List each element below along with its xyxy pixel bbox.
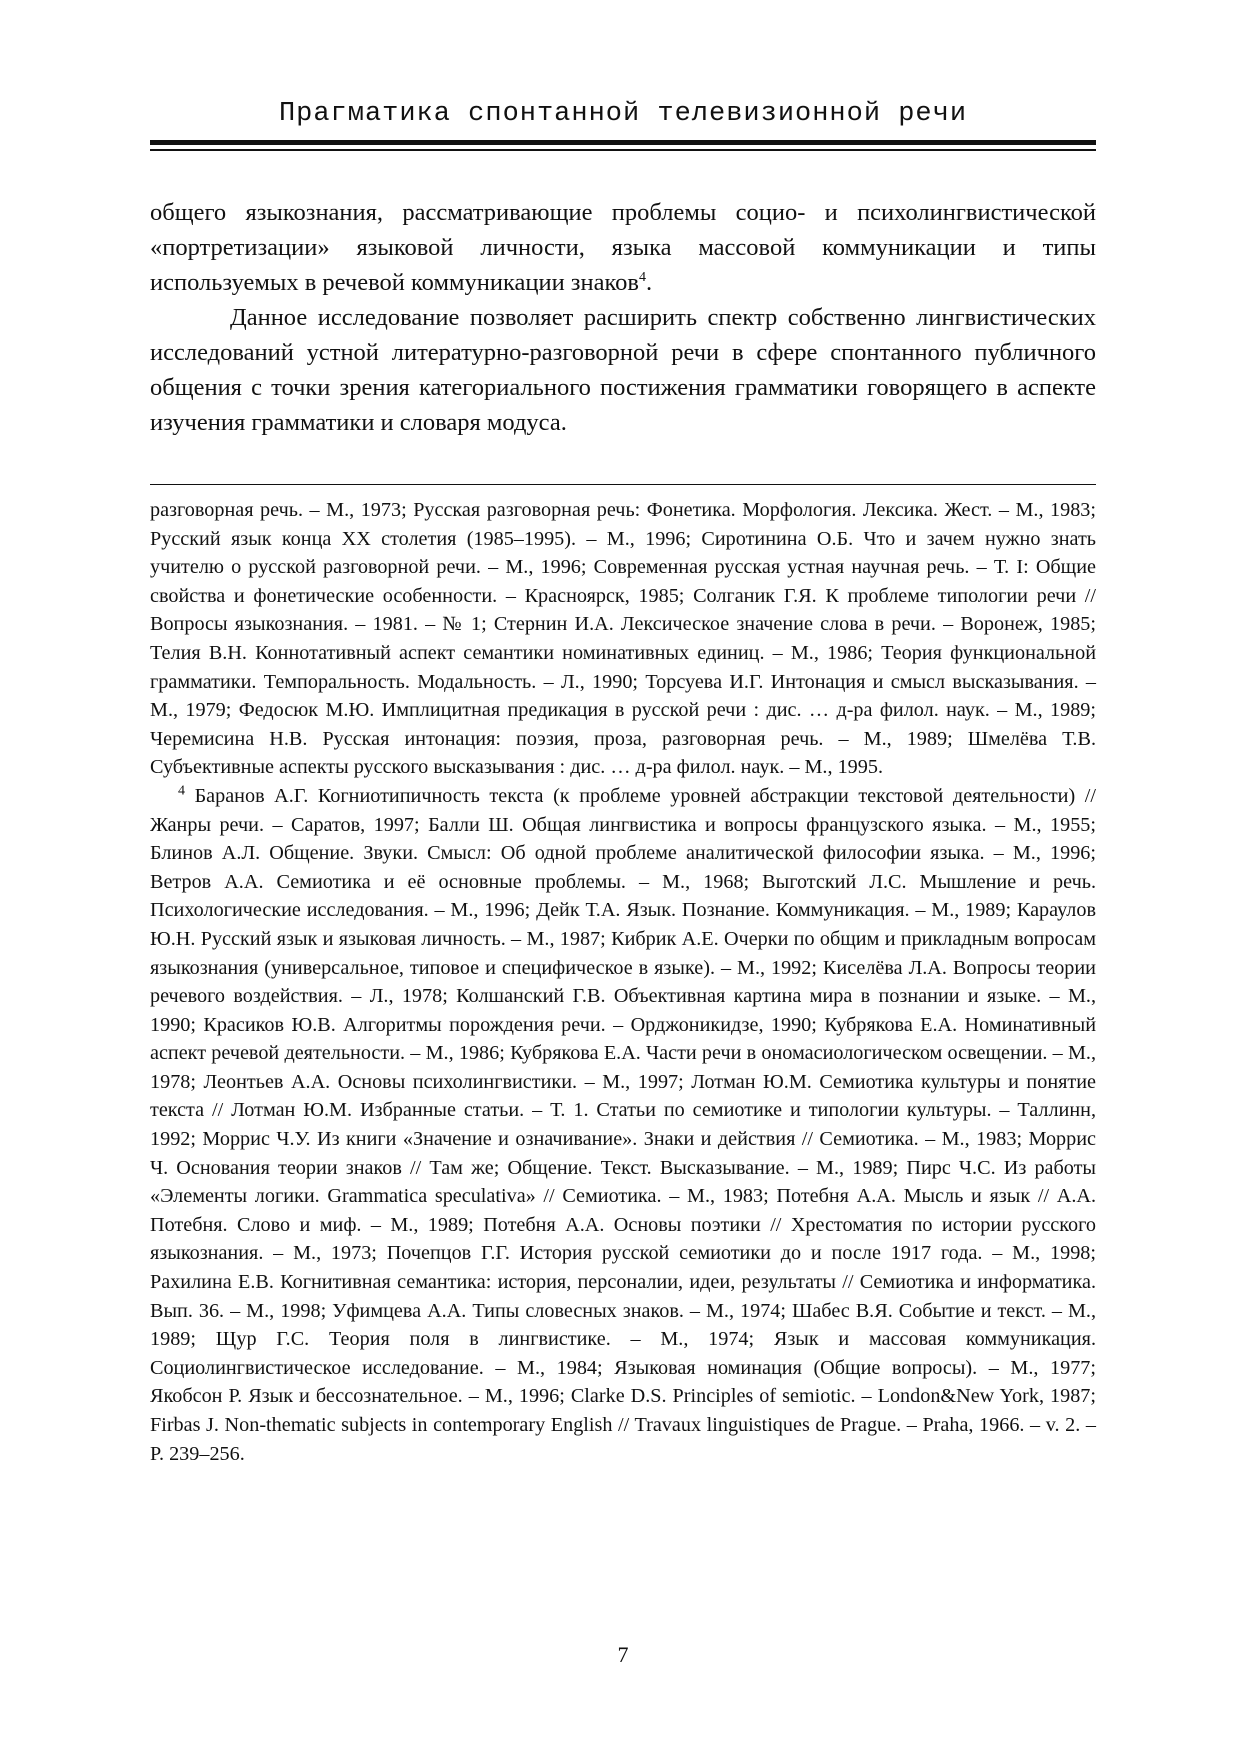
footnote-continued: разговорная речь. – М., 1973; Русская разговорная речь: Фонетика. Морфология. Лексика. Жест. – М., 1983; Русский язык конца XX столетия (1985–1995). – М., 1996; Сиротинина О.Б. Что и зачем нужно знать учителю о русской разговорной речи. – М., 1996; Современная русская устная научная речь. – Т. I: Общие свойства и фонетические особенности. – Красноярск, 1985; Солганик Г.Я. К проблеме типологии речи // Вопросы языкознания. – 1981. – № 1; Стернин И.А. Лексическое значение слова в речи. – Воронеж, 1985; Телия В.Н. Коннотативный аспект семантики номинативных единиц. – М., 1986; Теория функциональной грамматики. Темпоральность. Модальность. – Л., 1990; Торсуева И.Г. Интонация и смысл высказывания. – М., 1979; Федосюк М.Ю. Имплицитная предикация в русской речи : дис. … д-ра филол. наук. – М., 1989; Черемисина Н.В. Русская интонация: поэзия, проза, разговорная речь. – М., 1989; Шмелёва Т.В. Субъективные аспекты русского высказывания : дис. … д-ра филол. наук. – М., 1995. (150, 499, 1096, 779)
footnote-reference-4: 4 (638, 269, 646, 285)
page-number: 7 (617, 1642, 629, 1667)
footnote-separator (150, 484, 1096, 485)
running-header-title: Прагматика спонтанной телевизионной речи (278, 99, 968, 129)
body-paragraph-1-text: общего языкознания, рассматривающие проблемы социо- и психолингвистической «портретизации» языковой личности, языка массовой коммуникации и типы используемых в речевой коммуникации знаков (150, 199, 1096, 296)
body-paragraph-2: Данное исследование позволяет расширить спектр собственно лингвистических исследований устной литературно-разговорной речи в сфере спонтанного публичного общения с точки зрения категориального постижения грамматики говорящего в аспекте изучения грамматики и словаря модуса. (150, 304, 1096, 436)
footnotes (150, 496, 1096, 1468)
document-page (150, 0, 1096, 1755)
header-rule-thick (150, 140, 1096, 145)
body-paragraph-1 (150, 195, 1096, 300)
body-paragraph-1-end: . (645, 269, 653, 296)
main-text (150, 195, 1096, 440)
header-rule-thin (150, 149, 1096, 151)
footnote-4-marker: 4 (178, 783, 185, 799)
footnote-4-text: Баранов А.Г. Когниотипичность текста (к проблеме уровней абстракции текстовой деятельности) // Жанры речи. – Саратов, 1997; Балли Ш. Общая лингвистика и вопросы французского языка. – М., 1955; Блинов А.Л. Общение. Звуки. Смысл: Об одной проблеме аналитической философии языка. – М., 1996; Ветров А.А. Семиотика и её основные проблемы. – М., 1968; Выготский Л.С. Мышление и речь. Психологические исследования. – М., 1996; Дейк Т.А. Язык. Познание. Коммуникация. – М., 1989; Караулов Ю.Н. Русский язык и языковая личность. – М., 1987; Кибрик А.Е. Очерки по общим и прикладным вопросам языкознания (универсальное, типовое и специфическое в языке). – М., 1992; Киселёва Л.А. Вопросы теории речевого воздействия. – Л., 1978; Колшанский Г.В. Объективная картина мира в познании и языке. – М., 1990; Красиков Ю.В. Алгоритмы порождения речи. – Орджоникидзе, 1990; Кубрякова Е.А. Номинативный аспект речевой деятельности. – М., 1986; Кубрякова Е.А. Части речи в ономасиологическом освещении. – М., 1978; Леонтьев А.А. Основы психолингвистики. – М., 1997; Лотман Ю.М. Семиотика культуры и понятие текста // Лотман Ю.М. Избранные статьи. – Т. 1. Статьи по семиотике и типологии культуры. – Таллинн, 1992; Моррис Ч.У. Из книги «Значение и означивание». Знаки и действия // Семиотика. – М., 1983; Моррис Ч. Основания теории знаков // Там же; Общение. Текст. Высказывание. – М., 1989; Пирс Ч.С. Из работы «Элементы логики. Grammatica speculativa» // Семиотика. – М., 1983; Потебня А.А. Мысль и язык // А.А. Потебня. Слово и миф. – М., 1989; Потебня А.А. Основы поэтики // Хрестоматия по истории русского языкознания. – М., 1973; Почепцов Г.Г. История русской семиотики до и после 1917 года. – М., 1998; Рахилина Е.В. Когнитивная семантика: история, персоналии, идеи, результаты // Семиотика и информатика. Вып. 36. – М., 1998; Уфимцева А.А. Типы словесных знаков. – М., 1974; Шабес В.Я. Событие и текст. – М., 1989; Щур Г.С. Теория поля в лингвистике. – М., 1974; Язык и массовая коммуникация. Социолингвистическое исследование. – М., 1984; Языковая номинация (Общие вопросы). – М., 1977; Якобсон Р. Язык и бессознательное. – М., 1996; Clarke D.S. Principles of semiotic. – London&New York, 1987; Firbas J. Non-thematic subjects in contemporary English // Travaux linguistiques de Prague. – Praha, 1966. – v. 2. – P. 239–256. (150, 784, 1096, 1465)
footnote-4 (150, 782, 1096, 1468)
